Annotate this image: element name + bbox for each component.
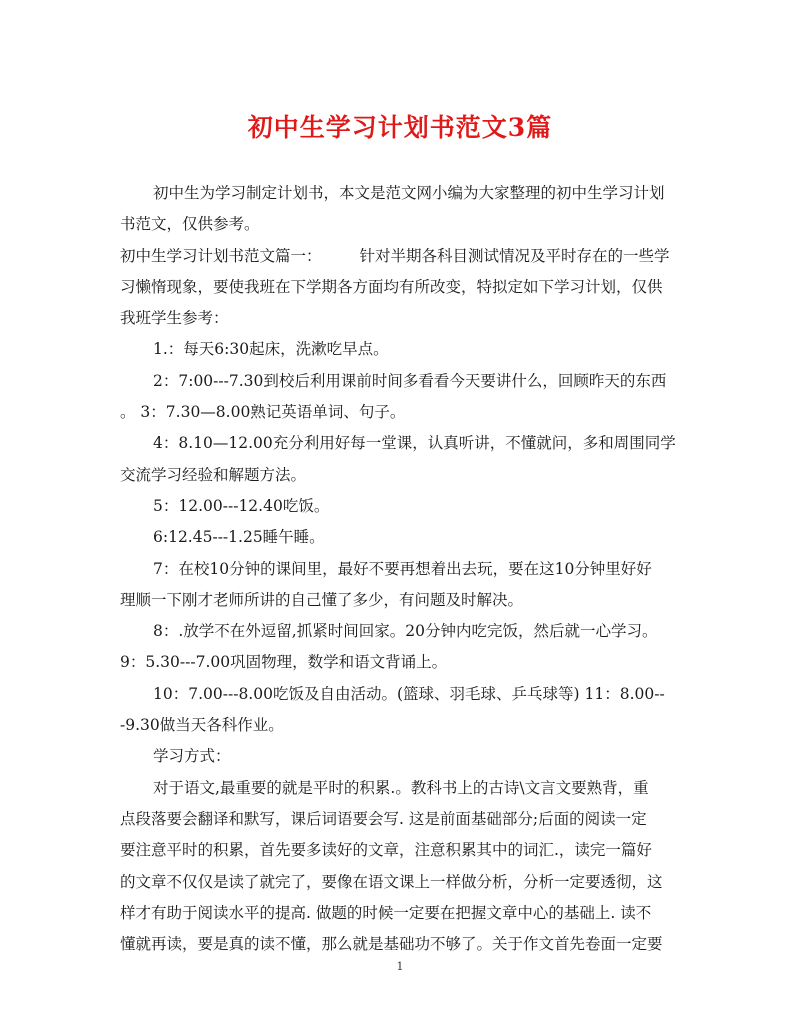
paragraph-line — [120, 241, 682, 272]
paragraph-line: 7：在校10分钟的课间里，最好不要再想着出去玩，要在这10分钟里好好 — [153, 559, 652, 578]
paragraph-line: 交流学习经验和解题方法。 — [120, 465, 307, 484]
paragraph-line: 我班学生参考： — [120, 309, 229, 328]
paragraph-line: 2：7:00---7.30到校后利用课前时间多看看今天要讲什么，回顾昨天的东西 — [153, 371, 667, 390]
paragraph-line: 理顺一下刚才老师所讲的自己懂了多少，有问题及时解决。 — [120, 590, 524, 609]
paragraph-line: 。 3：7.30—8.00熟记英语单词、句子。 — [120, 403, 406, 422]
section-heading: 初中生学习计划书范文篇一： — [120, 246, 322, 265]
paragraph-line: 10：7.00---8.00吃饭及自由活动。(篮球、羽毛球、乒乓球等) 11：8.00-- — [153, 684, 665, 703]
paragraph-line: 4：8.10—12.00充分利用好每一堂课，认真听讲，不懂就问，多和周围同学 — [153, 434, 676, 453]
paragraph-line: 学习方式： — [153, 747, 231, 766]
paragraph-line: 懂就再读，要是真的读不懂，那么就是基础功不够了。关于作文首先卷面一定要 — [120, 935, 663, 954]
paragraph-line: 初中生为学习制定计划书，本文是范文网小编为大家整理的初中生学习计划 — [153, 184, 665, 202]
paragraph-line: 习懒惰现象，要使我班在下学期各方面均有所改变，特拟定如下学习计划，仅供 — [120, 277, 663, 296]
paragraph-line: 书范文，仅供参考。 — [120, 215, 260, 234]
paragraph-line: 1.：每天6:30起床，洗漱吃早点。 — [153, 340, 389, 359]
page-number: 1 — [396, 960, 404, 973]
document-title: 初中生学习计划书范文3篇 — [247, 113, 553, 142]
paragraph-line: 8：.放学不在外逗留,抓紧时间回家。20分钟内吃完饭，然后就一心学习。 — [153, 622, 658, 641]
paragraph-line: 对于语文,最重要的就是平时的积累.。教科书上的古诗\文言文要熟背，重 — [153, 778, 649, 797]
document-body — [120, 178, 682, 960]
paragraph-line: 的文章不仅仅是读了就完了，要像在语文课上一样做分析，分析一定要透彻，这 — [120, 872, 663, 891]
paragraph-line: 样才有助于阅读水平的提高. 做题的时候一定要在把握文章中心的基础上. 读不 — [120, 903, 652, 922]
paragraph-line: 要注意平时的积累，首先要多读好的文章，注意积累其中的词汇.，读完一篇好 — [120, 841, 652, 860]
paragraph-line: -9.30做当天各科作业。 — [120, 716, 284, 735]
paragraph-text: 针对半期各科目测试情况及平时存在的一些学 — [359, 246, 670, 265]
paragraph-line: 6:12.45---1.25睡午睡。 — [153, 528, 325, 547]
paragraph-line: 9：5.30---7.00巩固物理，数学和语文背诵上。 — [120, 653, 448, 672]
paragraph-line: 点段落要会翻译和默写，课后词语要会写. 这是前面基础部分;后面的阅读一定 — [120, 809, 647, 828]
paragraph-line: 5：12.00---12.40吃饭。 — [153, 496, 330, 515]
